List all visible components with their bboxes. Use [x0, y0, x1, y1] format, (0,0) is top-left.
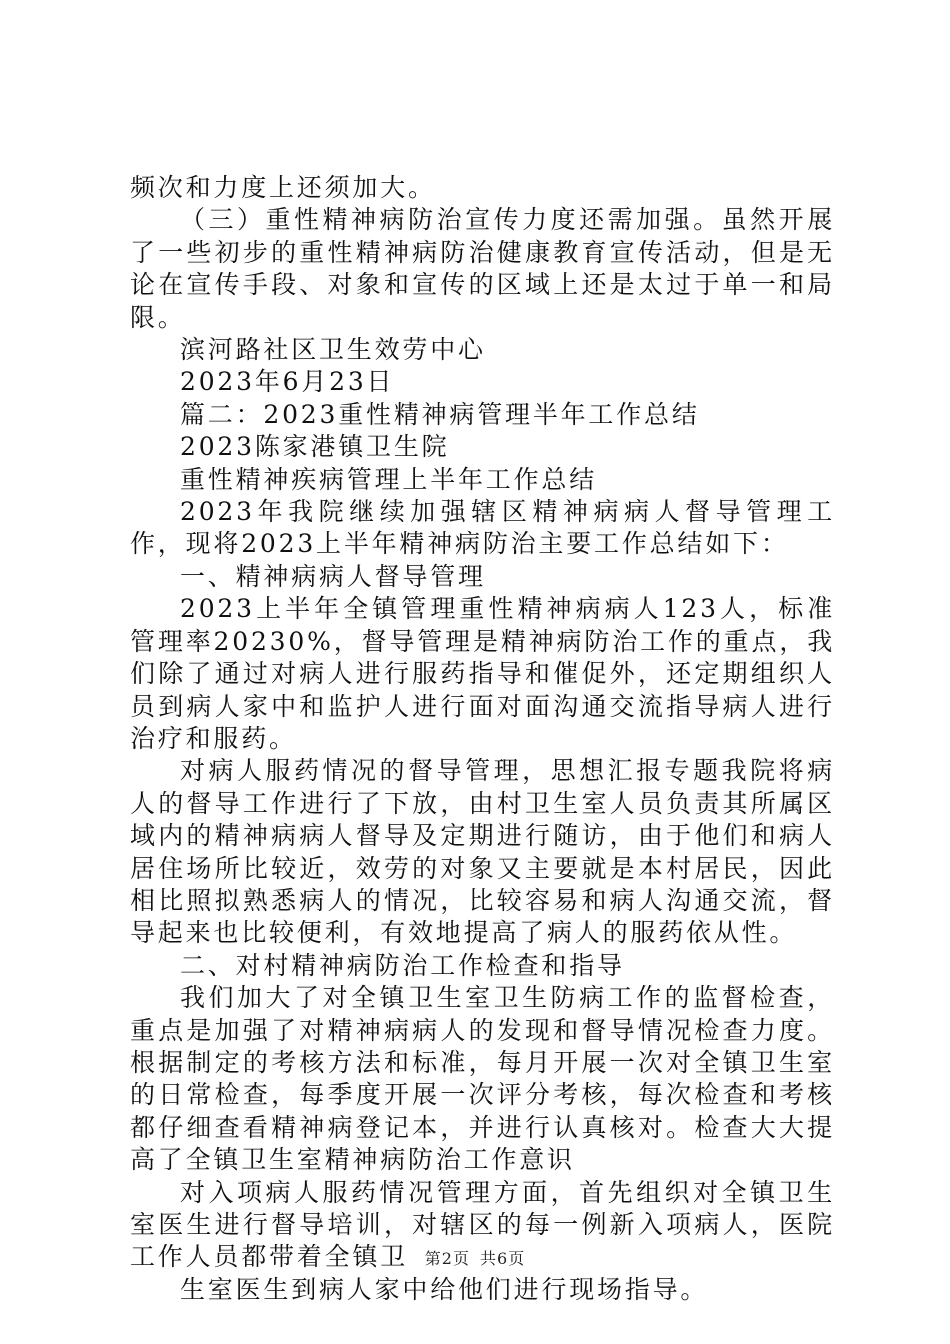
paragraph: 对入项病人服药情况管理方面，首先组织对全镇卫生室医生进行督导培训，对辖区的每一例新入项病人，医院工作人员都带着全镇卫 — [130, 1177, 835, 1272]
paragraph: 重性精神疾病管理上半年工作总结 — [180, 464, 598, 494]
paragraph: 生室医生到病人家中给他们进行现场指导。 — [180, 1274, 709, 1304]
document-body — [130, 172, 835, 1306]
paragraph: 2023年6月23日 — [180, 367, 395, 397]
paragraph: 我们加大了对全镇卫生室卫生防病工作的监督检查，重点是加强了对精神病病人的发现和督导情况检查力度。根据制定的考核方法和标准，每月开展一次对全镇卫生室的日常检查，每季度开展一次评分考核，每次检查和考核都仔细查看精神病登记本，并进行认真核对。检查大大提高了全镇卫生室精神病防治工作意识 — [130, 983, 835, 1175]
paragraph: （三）重性精神病防治宣传力度还需加强。虽然开展了一些初步的重性精神病防治健康教育宣传活动，但是无论在宣传手段、对象和宣传的区域上还是太过于单一和局限。 — [130, 205, 835, 332]
paragraph: 2023上半年全镇管理重性精神病病人123人，标准管理率20230%，督导管理是精神病防治工作的重点，我们除了通过对病人进行服药指导和催促外，还定期组织人员到病人家中和监护人进行面对面沟通交流指导病人进行治疗和服药。 — [130, 594, 835, 753]
paragraph: 篇二：2023重性精神病管理半年工作总结 — [180, 399, 700, 429]
paragraph: 频次和力度上还须加大。 — [130, 173, 436, 202]
page-number: 第2页 — [424, 1249, 470, 1268]
paragraph: 一、精神病病人督导管理 — [180, 561, 486, 591]
paragraph: 二、对村精神病防治工作检查和指导 — [180, 950, 625, 980]
paragraph: 滨河路社区卫生效劳中心 — [180, 335, 486, 365]
paragraph: 2023年我院继续加强辖区精神病病人督导管理工作，现将2023上半年精神病防治主要工作总结如下： — [130, 497, 835, 559]
paragraph: 对病人服药情况的督导管理，思想汇报专题我院将病人的督导工作进行了下放，由村卫生室人员负责其所属区域内的精神病病人督导及定期进行随访，由于他们和病人居住场所比较近，效劳的对象又主要就是本村居民，因此相比照拟熟悉病人的情况，比较容易和病人沟通交流，督导起来也比较便利，有效地提高了病人的服药依从性。 — [130, 756, 835, 948]
page-footer — [0, 1246, 950, 1269]
page-total: 共6页 — [480, 1249, 526, 1268]
paragraph: 2023陈家港镇卫生院 — [180, 432, 450, 462]
